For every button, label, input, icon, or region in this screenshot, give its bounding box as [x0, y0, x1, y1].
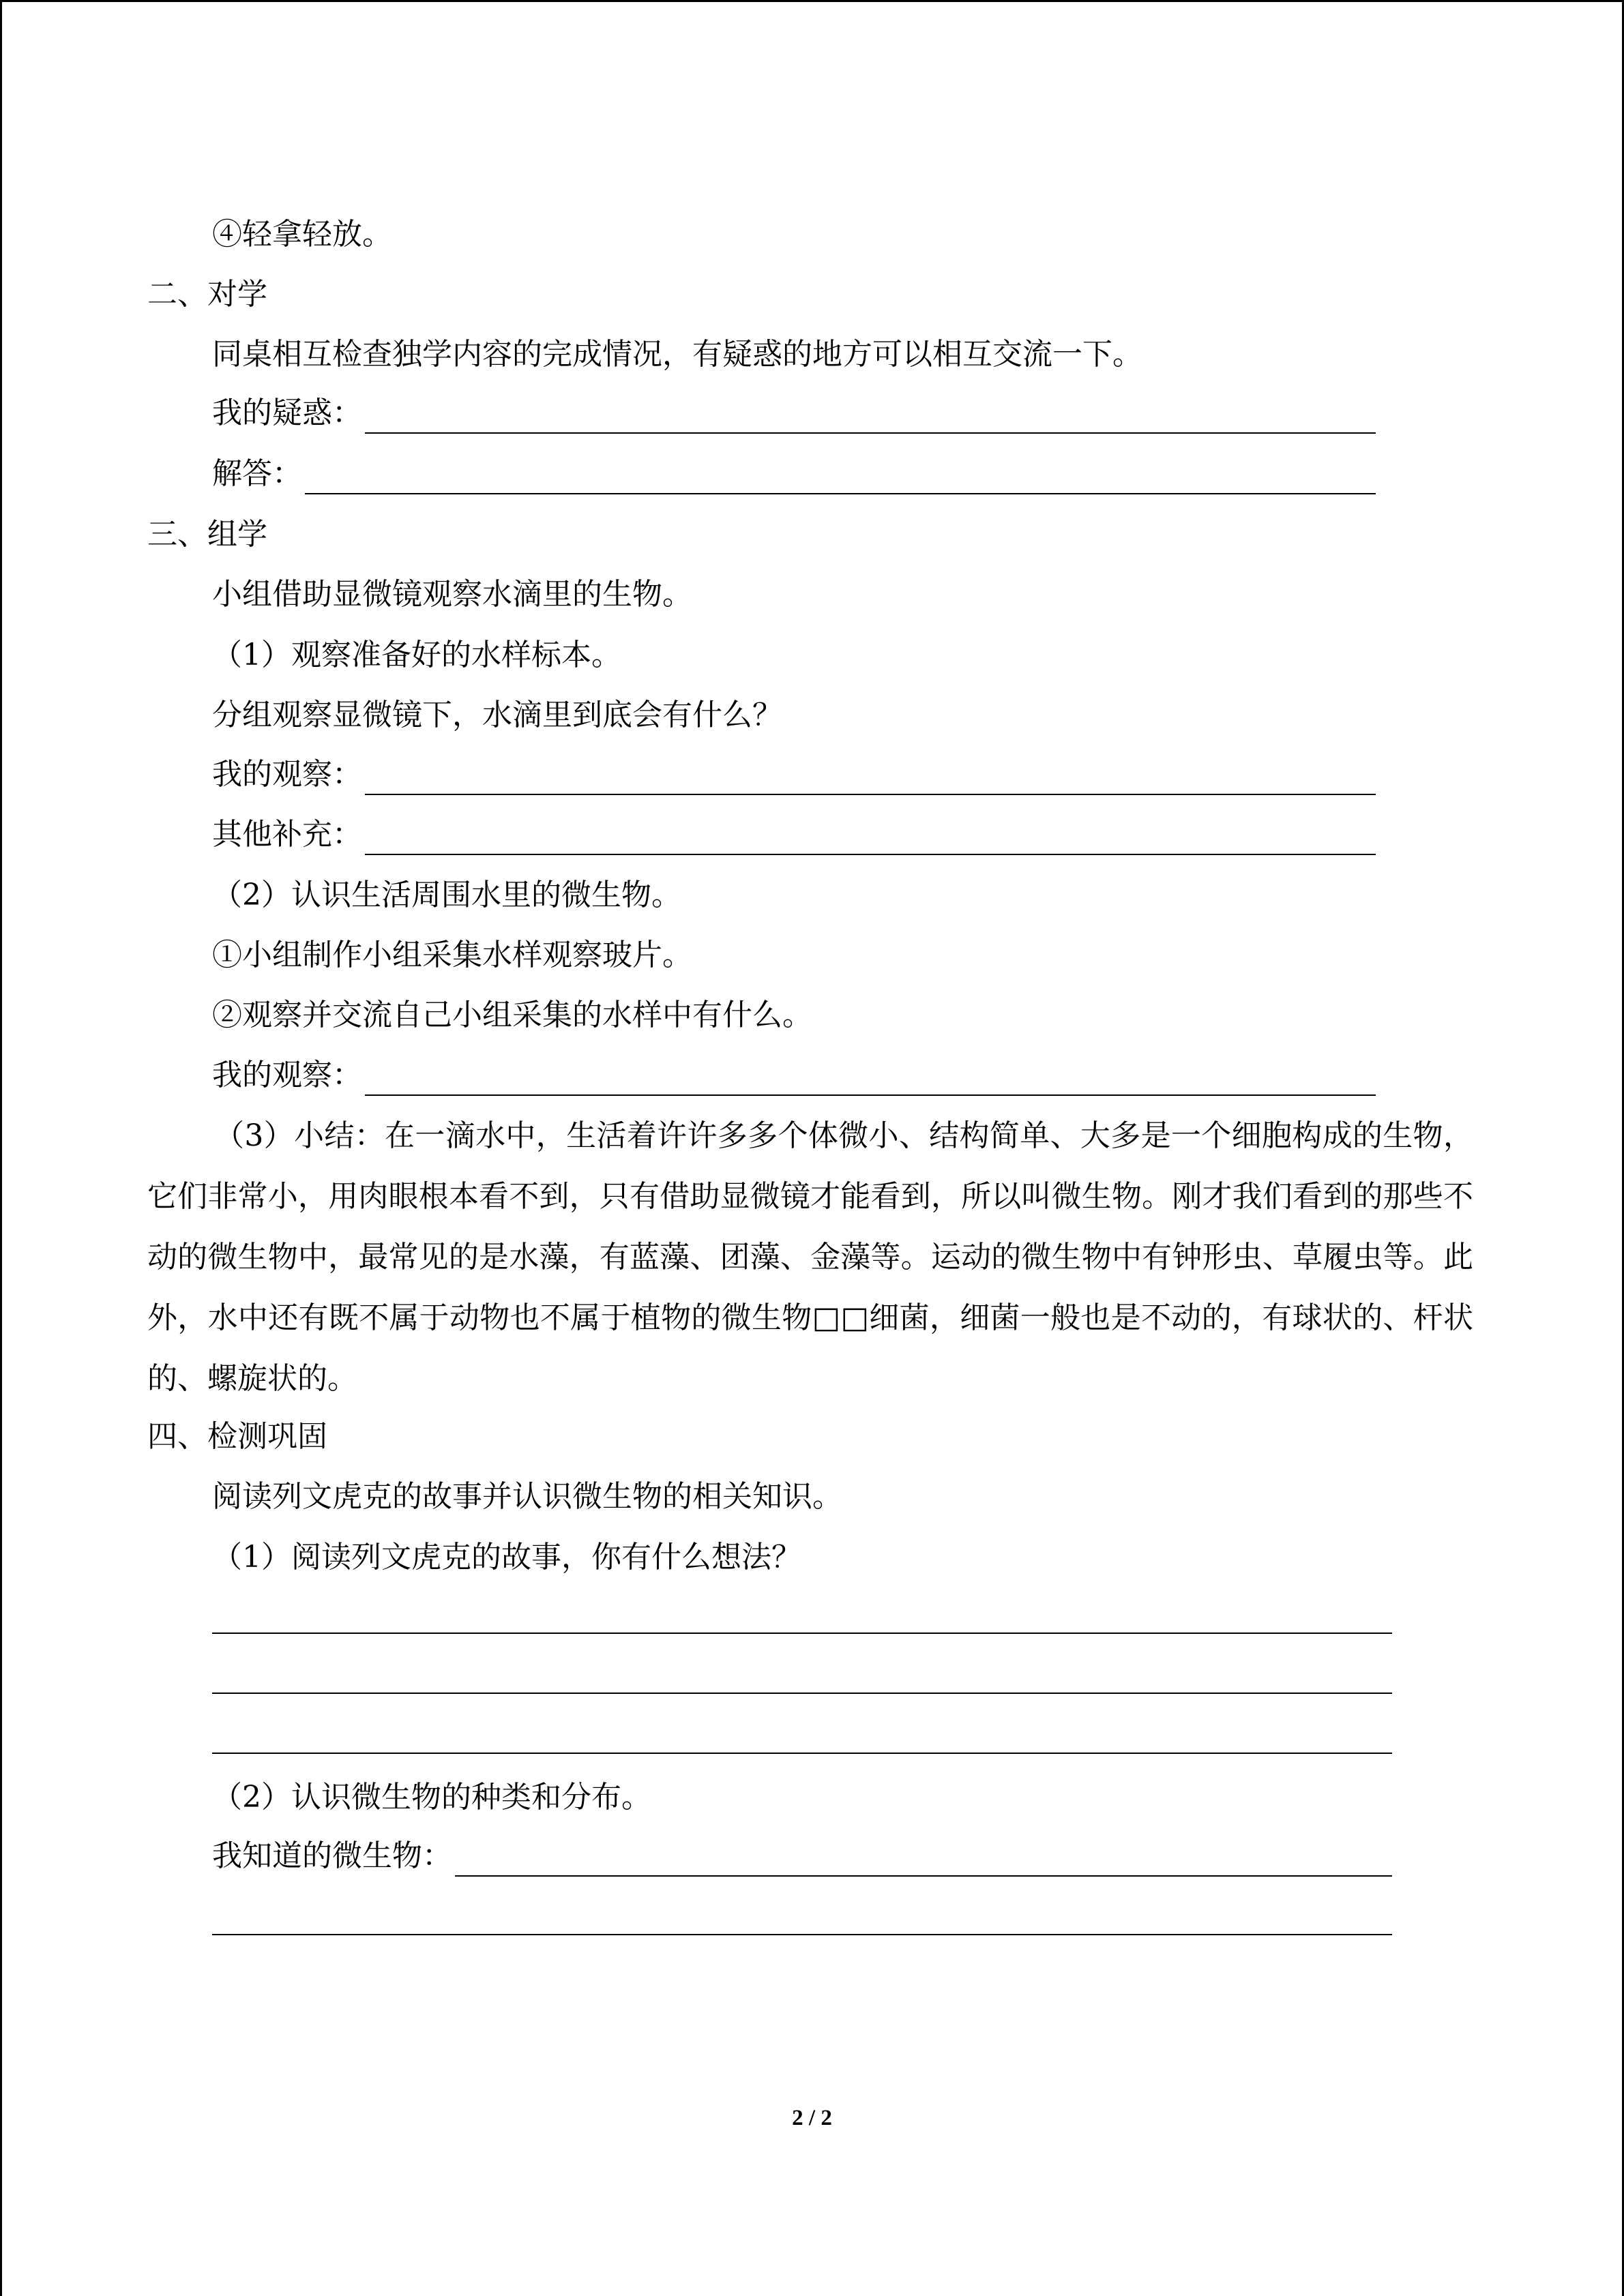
observation-field-1[interactable] [212, 754, 1376, 795]
page-border-left [0, 0, 2, 2296]
my-doubt-label: 我的疑惑： [212, 396, 362, 430]
group-study-instruction: 小组借助显微镜观察水滴里的生物。 [212, 577, 692, 612]
test-question-1: （1）阅读列文虎克的故事，你有什么想法？ [212, 1540, 801, 1575]
observation-label-1: 我的观察： [212, 757, 362, 792]
my-doubt-answer-line[interactable] [365, 400, 1376, 434]
answer-blank-line-3[interactable] [212, 1753, 1392, 1754]
section-heading-pair-study: 二、对学 [147, 277, 267, 312]
test-instruction: 阅读列文虎克的故事并认识微生物的相关知识。 [212, 1479, 842, 1514]
answer-blank-line-4[interactable] [212, 1934, 1392, 1935]
task-2-heading: （2）认识生活周围水里的微生物。 [212, 878, 681, 912]
other-supplement-line[interactable] [365, 821, 1376, 855]
my-doubt-field[interactable] [212, 393, 1376, 434]
answer-blank-line-1[interactable] [212, 1632, 1392, 1634]
observation-line-2[interactable] [365, 1062, 1376, 1096]
section-heading-test: 四、检测巩固 [147, 1419, 327, 1454]
task-1-heading: （1）观察准备好的水样标本。 [212, 638, 621, 672]
test-question-2: （2）认识微生物的种类和分布。 [212, 1780, 651, 1815]
page-border-top [0, 0, 1624, 2]
section-heading-group-study: 三、组学 [147, 517, 267, 552]
known-microbes-label: 我知道的微生物： [212, 1838, 452, 1873]
known-microbes-line[interactable] [455, 1843, 1392, 1877]
answer-field[interactable] [212, 453, 1376, 494]
step-4-text: ④轻拿轻放。 [212, 217, 392, 252]
known-microbes-field[interactable] [212, 1836, 1392, 1877]
answer-line[interactable] [305, 460, 1376, 494]
pair-study-instruction: 同桌相互检查独学内容的完成情况，有疑惑的地方可以相互交流一下。 [212, 337, 1142, 372]
other-supplement-field[interactable] [212, 814, 1376, 855]
observation-field-2[interactable] [212, 1055, 1376, 1096]
other-supplement-label: 其他补充： [212, 817, 362, 852]
task-2-step-2: ②观察并交流自己小组采集的水样中有什么。 [212, 998, 812, 1032]
answer-blank-line-2[interactable] [212, 1693, 1392, 1694]
task-1-question: 分组观察显微镜下，水滴里到底会有什么？ [212, 698, 782, 732]
answer-label: 解答： [212, 456, 302, 491]
summary-paragraph: （3）小结：在一滴水中，生活着许许多多个体微小、结构简单、大多是一个细胞构成的生物，它们非常小，用肉眼根本看不到，只有借助显微镜才能看到，所以叫微生物。刚才我们看到的那些不动的微生物中，最常见的是水藻，有蓝藻、团藻、金藻等。运动的微生物中有钟形虫、草履虫等。此外，水中还有既不属于动物也不属于植物的微生物□□细菌，细菌一般也是不动的，有球状的、杆状的、螺旋状的。 [147, 1118, 1473, 1396]
page-number: 2 / 2 [792, 2106, 832, 2130]
task-2-step-1: ①小组制作小组采集水样观察玻片。 [212, 938, 692, 972]
observation-label-2: 我的观察： [212, 1058, 362, 1092]
observation-line-1[interactable] [365, 761, 1376, 795]
